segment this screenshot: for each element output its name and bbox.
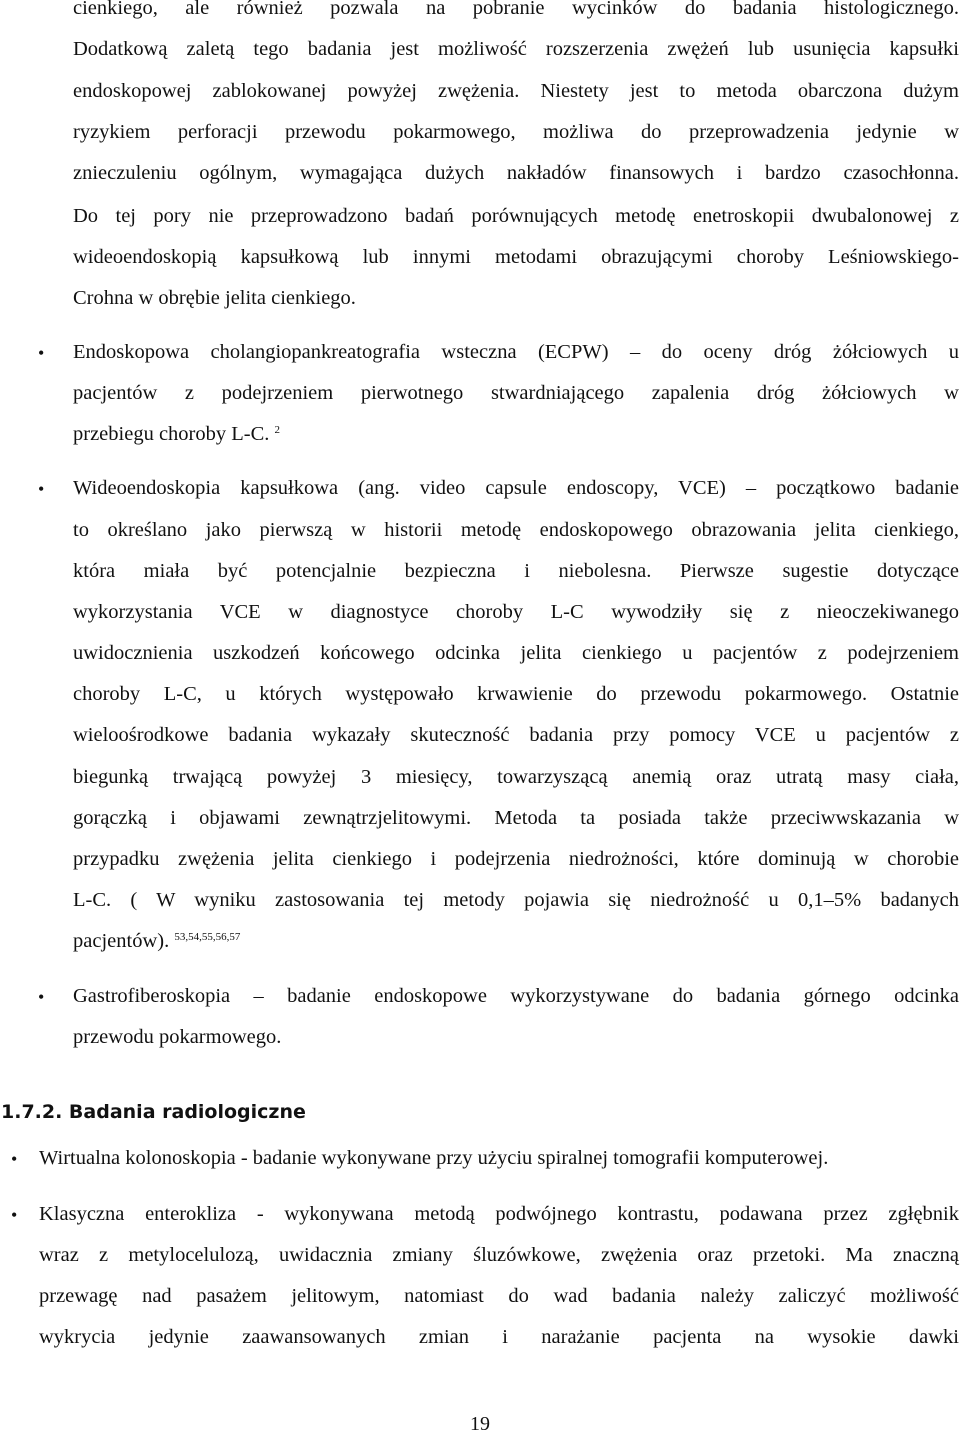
list-item-line: Endoskopowa cholangiopankreatografia wsteczna (ECPW) – do oceny dróg żółciowych u	[73, 341, 959, 363]
list-item-line: L-C. ( W wyniku zastosowania tej metody pojawia się niedrożność u 0,1–5% badanych	[73, 889, 959, 911]
list-item-line: przewodu pokarmowego.	[73, 1026, 282, 1048]
list-item-line: Gastrofiberoskopia – badanie endoskopowe wykorzystywane do badania górnego odcinka	[73, 985, 959, 1007]
citation-ref: 2	[274, 424, 281, 436]
list-item-line: gorączką i objawami zewnątrzjelitowymi. Metoda ta posiada także przeciwwskazania w	[73, 807, 959, 829]
bullet-marker: •	[11, 1205, 18, 1225]
paragraph-line: znieczuleniu ogólnym, wymagająca dużych nakładów finansowych i bardzo czasochłonna.	[73, 162, 959, 184]
bullet-marker: •	[38, 343, 45, 363]
list-item-line	[73, 928, 240, 954]
paragraph-line: endoskopowej zablokowanej powyżej zwężenia. Niestety jest to metoda obarczona dużym	[73, 80, 959, 102]
list-item-line: która miała być potencjalnie bezpieczna i niebolesna. Pierwsze sugestie dotyczące	[73, 560, 959, 582]
list-item-line	[73, 421, 280, 447]
paragraph-line: Crohna w obrębie jelita cienkiego.	[73, 287, 356, 309]
list-item-line: Klasyczna enterokliza - wykonywana metodą podwójnego kontrastu, podawana przez zgłębnik	[39, 1203, 959, 1225]
bullet-marker: •	[38, 479, 45, 499]
list-item-line: choroby L-C, u których występowało krwawienie do przewodu pokarmowego. Ostatnie	[73, 683, 959, 705]
bullet-marker: •	[11, 1149, 18, 1169]
list-item-line: biegunką trwającą powyżej 3 miesięcy, towarzyszącą anemią oraz utratą masy ciała,	[73, 766, 959, 788]
paragraph-line: wideoendoskopią kapsułkową lub innymi metodami obrazującymi choroby Leśniowskiego-	[73, 246, 959, 268]
list-item-line: wykrycia jedynie zaawansowanych zmian i narażanie pacjenta na wysokie dawki	[39, 1326, 959, 1348]
page-number: 19	[470, 1413, 490, 1435]
list-item-text: pacjentów).	[73, 930, 170, 952]
list-item-line: przypadku zwężenia jelita cienkiego i podejrzenia niedrożności, które dominują w chorobie	[73, 848, 959, 870]
list-item-line: uwidocznienia uszkodzeń końcowego odcinka jelita cienkiego u pacjentów z podejrzeniem	[73, 642, 959, 664]
citation-ref: 53,54,55,56,57	[174, 931, 241, 943]
list-item-line: to określano jako pierwszą w historii metodę endoskopowego obrazowania jelita cienkiego,	[73, 519, 959, 541]
section-heading: 1.7.2. Badania radiologiczne	[1, 1101, 306, 1123]
paragraph-line: Dodatkową zaletą tego badania jest możliwość rozszerzenia zwężeń lub usunięcia kapsułki	[73, 38, 959, 60]
paragraph-line: cienkiego, ale również pozwala na pobranie wycinków do badania histologicznego.	[73, 0, 959, 19]
list-item-line: przewagę nad pasażem jelitowym, natomiast do wad badania należy zaliczyć możliwość	[39, 1285, 959, 1307]
list-item-line: pacjentów z podejrzeniem pierwotnego stwardniającego zapalenia dróg żółciowych w	[73, 382, 959, 404]
list-item-line: wykorzystania VCE w diagnostyce choroby L-C wywodziły się z nieoczekiwanego	[73, 601, 959, 623]
bullet-marker: •	[38, 987, 45, 1007]
list-item-text: przebiegu choroby L-C.	[73, 423, 270, 445]
list-item-line: wieloośrodkowe badania wykazały skuteczność badania przy pomocy VCE u pacjentów z	[73, 724, 959, 746]
paragraph-line: ryzykiem perforacji przewodu pokarmowego, możliwa do przeprowadzenia jedynie w	[73, 121, 959, 143]
list-item-line: Wirtualna kolonoskopia - badanie wykonywane przy użyciu spiralnej tomografii komputerowej.	[39, 1147, 829, 1169]
list-item-line: wraz z metylocelulozą, uwidacznia zmiany śluzówkowe, zwężenia oraz przetoki. Ma znaczną	[39, 1244, 959, 1266]
paragraph-line: Do tej pory nie przeprowadzono badań porównujących metodę enetroskopii dwubalonowej z	[73, 205, 959, 227]
list-item-line: Wideoendoskopia kapsułkowa (ang. video capsule endoscopy, VCE) – początkowo badanie	[73, 477, 959, 499]
